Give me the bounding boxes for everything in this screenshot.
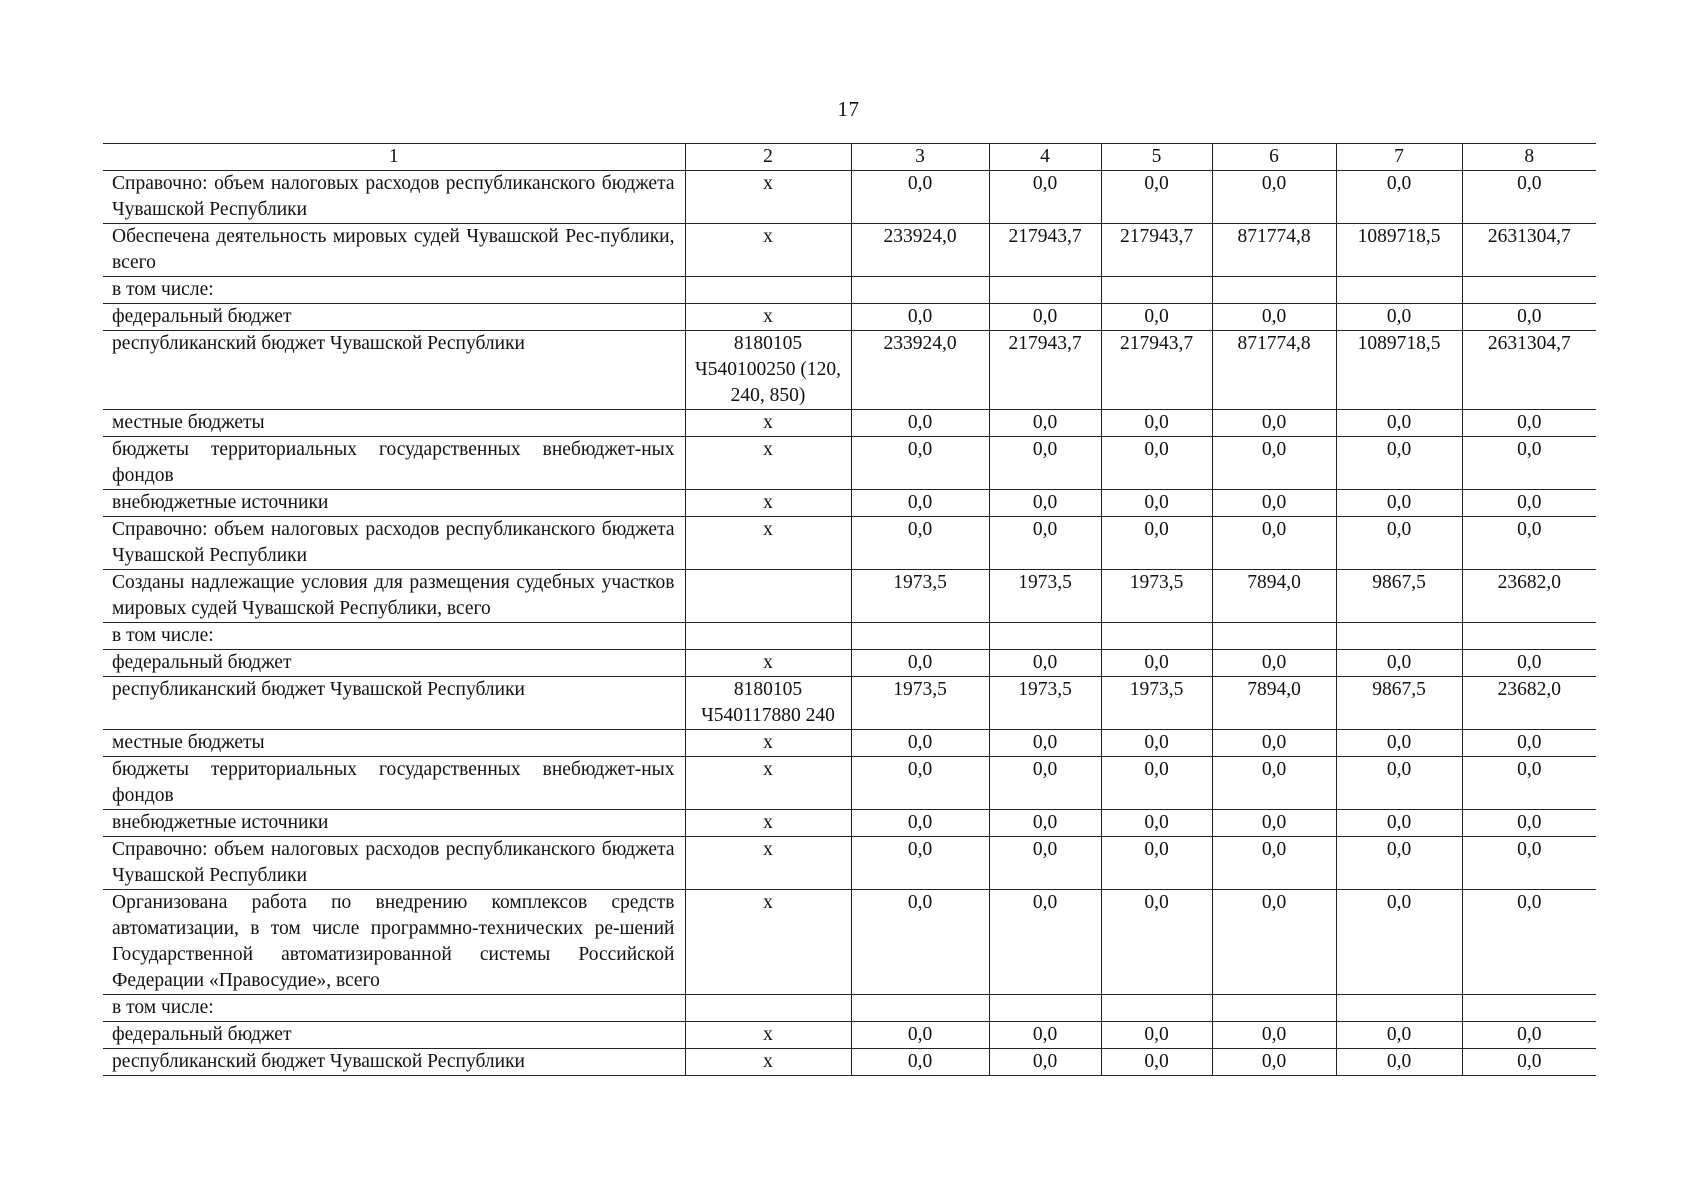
value-cell: 23682,0: [1462, 570, 1596, 623]
value-cell: 0,0: [1336, 517, 1462, 570]
value-cell: 0,0: [1462, 304, 1596, 331]
table-row: [103, 1022, 1596, 1049]
value-cell: 0,0: [1212, 890, 1336, 995]
value-cell: [851, 277, 989, 304]
value-cell: 0,0: [1336, 837, 1462, 890]
row-label: Обеспечена деятельность мировых судей Чувашской Рес-публики, всего: [103, 224, 685, 277]
value-cell: 0,0: [989, 730, 1101, 757]
table-row: [103, 650, 1596, 677]
value-cell: 0,0: [1212, 757, 1336, 810]
value-cell: [1462, 995, 1596, 1022]
value-cell: 0,0: [851, 757, 989, 810]
value-cell: 0,0: [1462, 810, 1596, 837]
value-cell: 0,0: [851, 730, 989, 757]
value-cell: 0,0: [1336, 437, 1462, 490]
value-cell: [989, 623, 1101, 650]
column-number: 2: [685, 144, 851, 171]
value-cell: 0,0: [851, 171, 989, 224]
value-cell: 0,0: [851, 1049, 989, 1076]
value-cell: 0,0: [1336, 1049, 1462, 1076]
page-number: 17: [837, 97, 860, 121]
table-row: [103, 171, 1596, 224]
value-cell: 0,0: [1101, 437, 1212, 490]
column-number: 6: [1212, 144, 1336, 171]
value-cell: 0,0: [1462, 650, 1596, 677]
value-cell: 0,0: [851, 410, 989, 437]
value-cell: [1212, 623, 1336, 650]
table-row: [103, 490, 1596, 517]
table-row: [103, 757, 1596, 810]
value-cell: 0,0: [1212, 650, 1336, 677]
value-cell: 0,0: [1336, 810, 1462, 837]
value-cell: 0,0: [989, 837, 1101, 890]
row-label: Справочно: объем налоговых расходов республиканского бюджета Чувашской Республики: [103, 517, 685, 570]
value-cell: 0,0: [851, 517, 989, 570]
column-number: 7: [1336, 144, 1462, 171]
value-cell: 871774,8: [1212, 331, 1336, 410]
value-cell: 0,0: [851, 650, 989, 677]
budget-code: х: [685, 730, 851, 757]
value-cell: [1101, 623, 1212, 650]
budget-code: х: [685, 837, 851, 890]
value-cell: 0,0: [989, 304, 1101, 331]
row-label: Справочно: объем налоговых расходов республиканского бюджета Чувашской Республики: [103, 837, 685, 890]
row-label: бюджеты территориальных государственных внебюджет-ных фондов: [103, 757, 685, 810]
row-label: бюджеты территориальных государственных внебюджет-ных фондов: [103, 437, 685, 490]
table-row: [103, 1049, 1596, 1076]
value-cell: 9867,5: [1336, 677, 1462, 730]
table-row: [103, 277, 1596, 304]
table-row: [103, 331, 1596, 410]
budget-code: х: [685, 810, 851, 837]
budget-code: х: [685, 650, 851, 677]
budget-code: х: [685, 517, 851, 570]
budget-code: х: [685, 437, 851, 490]
value-cell: 0,0: [1462, 730, 1596, 757]
value-cell: [1462, 277, 1596, 304]
row-label: республиканский бюджет Чувашской Республики: [103, 1049, 685, 1076]
row-label: в том числе:: [103, 277, 685, 304]
value-cell: 0,0: [1462, 171, 1596, 224]
row-label: Созданы надлежащие условия для размещения судебных участков мировых судей Чувашской Республики, всего: [103, 570, 685, 623]
value-cell: 1973,5: [851, 570, 989, 623]
column-number: 5: [1101, 144, 1212, 171]
value-cell: 0,0: [989, 890, 1101, 995]
table-row: [103, 623, 1596, 650]
row-label: федеральный бюджет: [103, 304, 685, 331]
column-number: 4: [989, 144, 1101, 171]
table-row: [103, 410, 1596, 437]
value-cell: 0,0: [1336, 757, 1462, 810]
value-cell: 0,0: [1101, 304, 1212, 331]
budget-code: х: [685, 304, 851, 331]
row-label: республиканский бюджет Чувашской Республики: [103, 677, 685, 730]
budget-code: х: [685, 890, 851, 995]
value-cell: 0,0: [989, 810, 1101, 837]
value-cell: 1973,5: [989, 570, 1101, 623]
table-row: [103, 677, 1596, 730]
value-cell: 0,0: [989, 757, 1101, 810]
budget-code: х: [685, 171, 851, 224]
value-cell: 217943,7: [1101, 331, 1212, 410]
budget-code: [685, 995, 851, 1022]
value-cell: 0,0: [1212, 730, 1336, 757]
value-cell: 0,0: [989, 437, 1101, 490]
value-cell: 0,0: [1101, 410, 1212, 437]
value-cell: 0,0: [851, 837, 989, 890]
column-number-row: [103, 144, 1596, 171]
value-cell: 0,0: [989, 517, 1101, 570]
value-cell: 0,0: [1212, 1022, 1336, 1049]
value-cell: 0,0: [1101, 1022, 1212, 1049]
value-cell: [989, 277, 1101, 304]
row-label: местные бюджеты: [103, 730, 685, 757]
value-cell: 0,0: [1336, 650, 1462, 677]
table-row: [103, 570, 1596, 623]
value-cell: 0,0: [1336, 890, 1462, 995]
value-cell: 0,0: [1336, 730, 1462, 757]
value-cell: 0,0: [1336, 304, 1462, 331]
value-cell: 0,0: [1462, 437, 1596, 490]
budget-code: х: [685, 224, 851, 277]
table-row: [103, 224, 1596, 277]
row-label: в том числе:: [103, 623, 685, 650]
row-label: местные бюджеты: [103, 410, 685, 437]
value-cell: [1462, 623, 1596, 650]
value-cell: 0,0: [1101, 810, 1212, 837]
column-number: 3: [851, 144, 989, 171]
value-cell: 0,0: [851, 304, 989, 331]
table-row: [103, 890, 1596, 995]
value-cell: 0,0: [1212, 490, 1336, 517]
table-body: [103, 171, 1596, 1076]
value-cell: [1212, 277, 1336, 304]
value-cell: [1101, 277, 1212, 304]
value-cell: 0,0: [1101, 1049, 1212, 1076]
value-cell: 0,0: [989, 171, 1101, 224]
value-cell: 217943,7: [989, 331, 1101, 410]
value-cell: 0,0: [1212, 304, 1336, 331]
value-cell: [1336, 277, 1462, 304]
value-cell: [851, 623, 989, 650]
table-row: [103, 995, 1596, 1022]
budget-table: [103, 143, 1596, 1076]
value-cell: 2631304,7: [1462, 331, 1596, 410]
value-cell: 0,0: [989, 410, 1101, 437]
value-cell: 0,0: [1212, 171, 1336, 224]
table-row: [103, 304, 1596, 331]
value-cell: 0,0: [1101, 490, 1212, 517]
value-cell: 0,0: [1462, 1049, 1596, 1076]
table-row: [103, 837, 1596, 890]
value-cell: 0,0: [1101, 837, 1212, 890]
value-cell: 217943,7: [1101, 224, 1212, 277]
budget-code: х: [685, 410, 851, 437]
budget-code: х: [685, 757, 851, 810]
column-number: 8: [1462, 144, 1596, 171]
value-cell: 1973,5: [1101, 570, 1212, 623]
budget-code: 8180105 Ч540100250 (120, 240, 850): [685, 331, 851, 410]
value-cell: 1973,5: [851, 677, 989, 730]
value-cell: 0,0: [1462, 410, 1596, 437]
value-cell: 0,0: [1336, 1022, 1462, 1049]
value-cell: 0,0: [989, 1049, 1101, 1076]
value-cell: 0,0: [1462, 490, 1596, 517]
value-cell: 23682,0: [1462, 677, 1596, 730]
value-cell: 0,0: [1212, 517, 1336, 570]
value-cell: 7894,0: [1212, 570, 1336, 623]
value-cell: 0,0: [1101, 517, 1212, 570]
value-cell: 7894,0: [1212, 677, 1336, 730]
budget-code: [685, 570, 851, 623]
value-cell: 233924,0: [851, 331, 989, 410]
column-number: 1: [103, 144, 685, 171]
value-cell: 0,0: [1101, 650, 1212, 677]
row-label: федеральный бюджет: [103, 650, 685, 677]
value-cell: 0,0: [1101, 171, 1212, 224]
value-cell: [1336, 623, 1462, 650]
table-row: [103, 437, 1596, 490]
budget-code: х: [685, 1022, 851, 1049]
value-cell: 0,0: [851, 890, 989, 995]
value-cell: 0,0: [1336, 171, 1462, 224]
value-cell: 0,0: [1101, 757, 1212, 810]
value-cell: 0,0: [989, 490, 1101, 517]
value-cell: 0,0: [1212, 410, 1336, 437]
value-cell: 0,0: [851, 437, 989, 490]
value-cell: 0,0: [1462, 837, 1596, 890]
value-cell: 217943,7: [989, 224, 1101, 277]
value-cell: 0,0: [1101, 730, 1212, 757]
table-row: [103, 730, 1596, 757]
budget-code: [685, 277, 851, 304]
value-cell: 0,0: [1101, 890, 1212, 995]
value-cell: 2631304,7: [1462, 224, 1596, 277]
value-cell: 0,0: [851, 490, 989, 517]
value-cell: 1089718,5: [1336, 331, 1462, 410]
value-cell: 0,0: [1462, 757, 1596, 810]
row-label: Справочно: объем налоговых расходов республиканского бюджета Чувашской Республики: [103, 171, 685, 224]
value-cell: 0,0: [1212, 810, 1336, 837]
value-cell: 871774,8: [1212, 224, 1336, 277]
row-label: в том числе:: [103, 995, 685, 1022]
value-cell: 0,0: [989, 650, 1101, 677]
value-cell: 1089718,5: [1336, 224, 1462, 277]
row-label: республиканский бюджет Чувашской Республики: [103, 331, 685, 410]
value-cell: 0,0: [1462, 1022, 1596, 1049]
value-cell: 0,0: [851, 810, 989, 837]
value-cell: 0,0: [1212, 1049, 1336, 1076]
value-cell: 0,0: [851, 1022, 989, 1049]
table-row: [103, 517, 1596, 570]
value-cell: [1336, 995, 1462, 1022]
budget-code: [685, 623, 851, 650]
table-row: [103, 810, 1596, 837]
value-cell: 0,0: [1462, 517, 1596, 570]
budget-code: 8180105 Ч540117880 240: [685, 677, 851, 730]
value-cell: 1973,5: [1101, 677, 1212, 730]
budget-code: х: [685, 490, 851, 517]
value-cell: [989, 995, 1101, 1022]
budget-code: х: [685, 1049, 851, 1076]
row-label: федеральный бюджет: [103, 1022, 685, 1049]
value-cell: [851, 995, 989, 1022]
value-cell: 9867,5: [1336, 570, 1462, 623]
value-cell: 0,0: [1212, 437, 1336, 490]
row-label: Организована работа по внедрению комплексов средств автоматизации, в том числе программно-технических ре-шений Государственной автоматизированной системы Российской Федерации «Правосудие», всего: [103, 890, 685, 995]
value-cell: 1973,5: [989, 677, 1101, 730]
value-cell: 0,0: [1212, 837, 1336, 890]
row-label: внебюджетные источники: [103, 490, 685, 517]
row-label: внебюджетные источники: [103, 810, 685, 837]
value-cell: 0,0: [1336, 410, 1462, 437]
value-cell: 0,0: [1462, 890, 1596, 995]
value-cell: [1212, 995, 1336, 1022]
value-cell: 233924,0: [851, 224, 989, 277]
value-cell: 0,0: [1336, 490, 1462, 517]
value-cell: 0,0: [989, 1022, 1101, 1049]
value-cell: [1101, 995, 1212, 1022]
